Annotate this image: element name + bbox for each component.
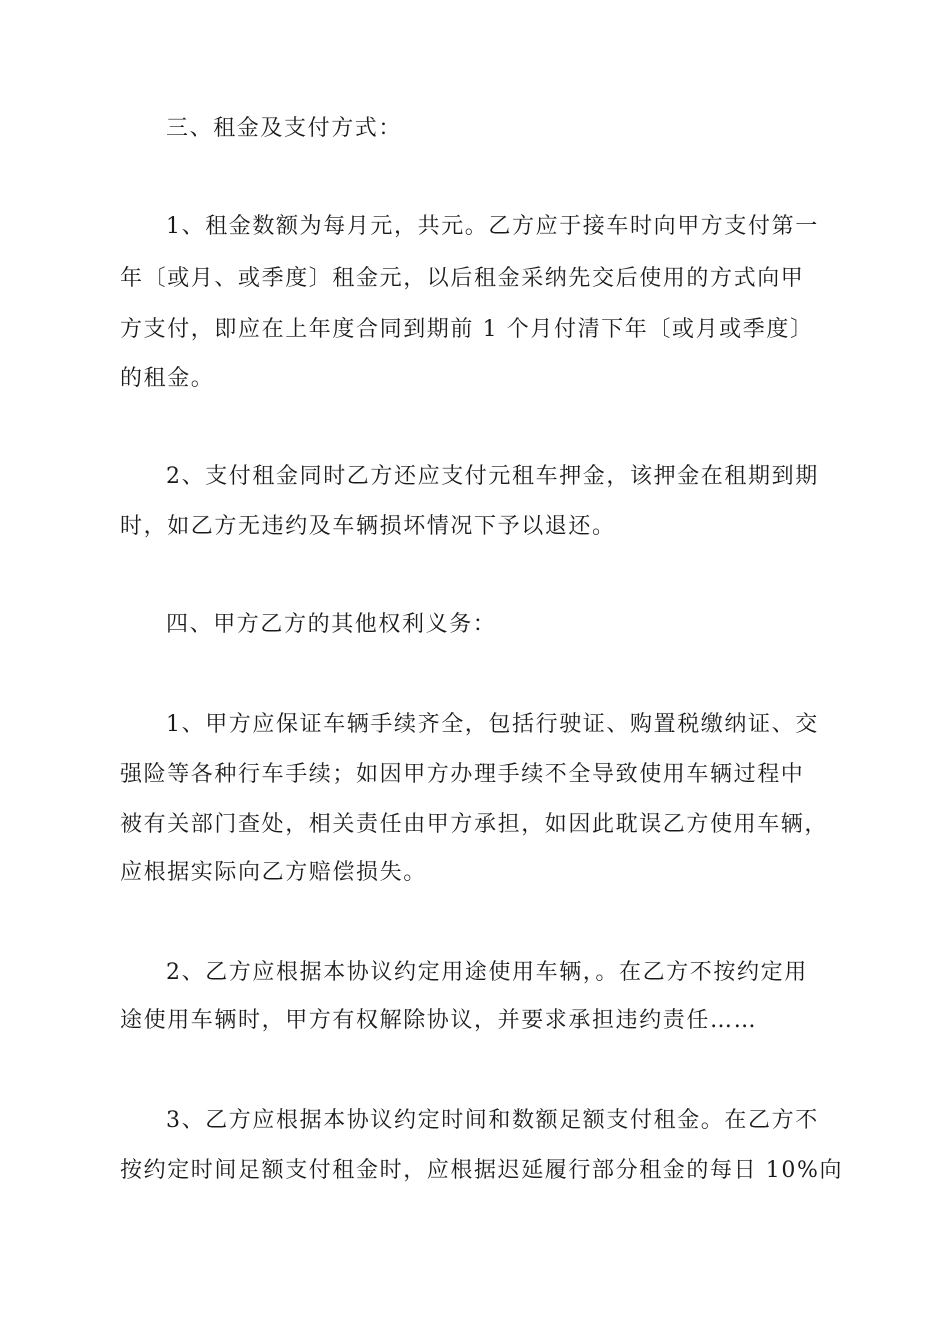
paragraph-line: 方支付，即应在上年度合同到期前 1 个月付清下年〔或月或季度〕 [120, 317, 814, 342]
section-heading-rights-obligations: 四、甲方乙方的其他权利义务： [166, 612, 497, 637]
paragraph-line: 按约定时间足额支付租金时，应根据迟延履行部分租金的每日 10%向 [120, 1158, 844, 1183]
paragraph-line: 被有关部门查处，相关责任由甲方承担，如因此耽误乙方使用车辆， [120, 812, 829, 837]
paragraph-line: 2、乙方应根据本协议约定用途使用车辆，。在乙方不按约定用 [166, 960, 808, 985]
paragraph-line: 强险等各种行车手续；如因甲方办理手续不全导致使用车辆过程中 [120, 762, 805, 787]
paragraph-line: 1、租金数额为每月元，共元。乙方应于接车时向甲方支付第一 [166, 214, 819, 239]
paragraph-line: 年〔或月、或季度〕租金元，以后租金采纳先交后使用的方式向甲 [120, 266, 805, 291]
paragraph-line: 3、乙方应根据本协议约定时间和数额足额支付租金。在乙方不 [166, 1108, 819, 1133]
paragraph-line: 的租金。 [120, 366, 215, 391]
paragraph-line: 时，如乙方无违约及车辆损坏情况下予以退还。 [120, 514, 616, 539]
paragraph-line: 1、甲方应保证车辆手续齐全，包括行驶证、购置税缴纳证、交 [166, 712, 819, 737]
paragraph-line: 应根据实际向乙方赔偿损失。 [120, 860, 427, 885]
paragraph-line: 途使用车辆时，甲方有权解除协议，并要求承担违约责任…… [120, 1008, 758, 1033]
section-heading-rent-payment: 三、租金及支付方式： [166, 116, 403, 141]
paragraph-line: 2、支付租金同时乙方还应支付元租车押金，该押金在租期到期 [166, 464, 819, 489]
